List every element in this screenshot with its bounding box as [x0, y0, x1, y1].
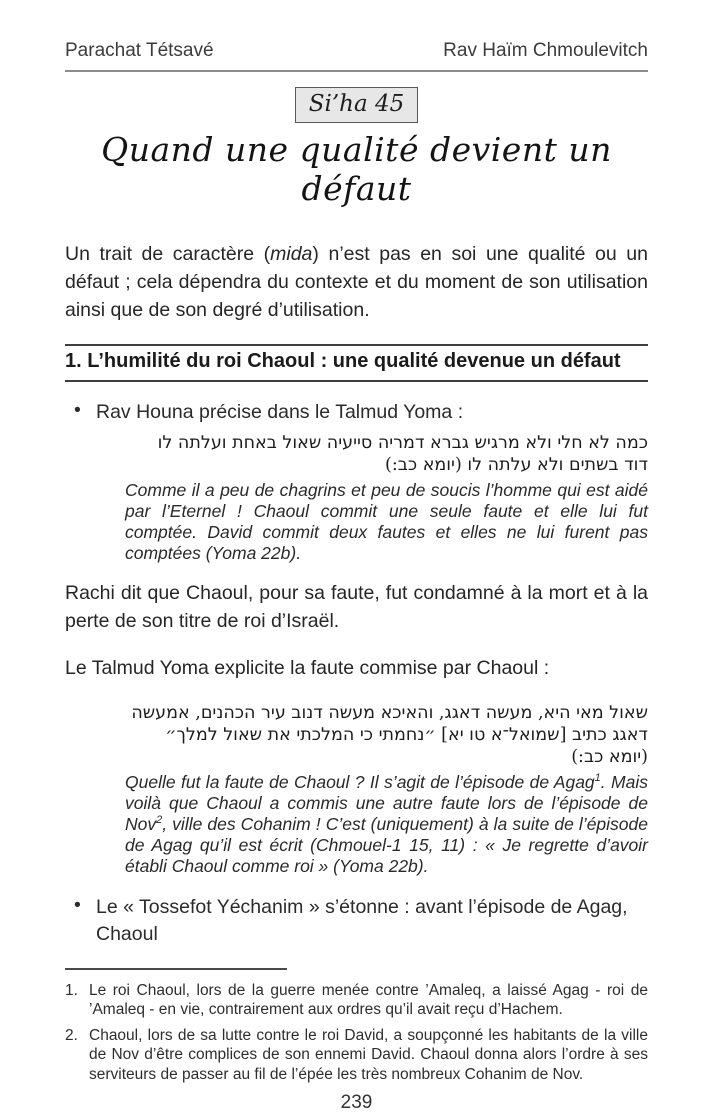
bullet-item-rav-houna: [65, 399, 648, 426]
intro-text-pre: Un trait de caractère (: [65, 243, 271, 265]
talmud-quote-2: [125, 702, 648, 877]
bullet-icon: •: [74, 398, 81, 421]
footnote-ref-1: 1: [594, 771, 601, 784]
running-header: [65, 40, 648, 72]
footnote-text: Chaoul, lors de sa lutte contre le roi David, a soupçonné les habitants de la ville de Nov d’être complices de son ennemi David. Chaoul donna alors l’ordre à ses serviteurs de passer au fil de l’épée les très nombreux Cohanim de Nov.: [89, 1026, 648, 1083]
bullet-text: Rav Houna précise dans le Talmud Yoma :: [96, 400, 464, 423]
page-number: 239: [340, 1092, 373, 1113]
quote-2-translation: [125, 772, 648, 877]
footnote-text: Le roi Chaoul, lors de la guerre menée contre ’Amaleq, a laissé Agag - roi de ’Amaleq - en vie, contrairement aux ordres qu’il avait reçu d’Hachem.: [89, 981, 648, 1018]
hebrew-line: דאגג כתיב [שמואל־א טו יא] ״נחמתי כי המלכתי את שאול למלך״: [165, 724, 648, 745]
quote-1-translation: Comme il a peu de chagrins et peu de soucis l’homme qui est aidé par l’Eternel ! Chaoul commit une seule faute et elle lui fut comptée. David commit deux fautes et elles ne lui furent pas comptées (Yoma 22b).: [125, 479, 648, 563]
footnote-2: [65, 1026, 648, 1085]
siha-number-badge: Si’ha 45: [295, 87, 419, 123]
paragraph-rachi: Rachi dit que Chaoul, pour sa faute, fut condamné à la mort et à la perte de son titre de roi d’Israël.: [65, 581, 648, 632]
intro-text-post: ) n’est pas en soi une qualité ou un défaut ; cela dépendra du contexte et du moment de son utilisation ainsi que de son degré d’utilisation.: [65, 243, 648, 321]
translation-segment: . Mais voilà que Chaoul a commis une autre faute lors de l’épisode de Nov: [125, 771, 648, 834]
header-parasha-title: Parachat Tétsavé: [65, 40, 214, 61]
paragraph-talmud-yoma: Le Talmud Yoma explicite la faute commise par Chaoul :: [65, 657, 550, 679]
footnote-separator: [65, 968, 287, 970]
footnote-1: [65, 981, 648, 1020]
section-1-heading: 1. L’humilité du roi Chaoul : une qualité devenue un défaut: [65, 344, 648, 382]
translation-segment: Quelle fut la faute de Chaoul ? Il s’agit de l’épisode de Agag: [125, 771, 595, 792]
hebrew-quote-2: [125, 702, 648, 768]
intro-paragraph: [65, 240, 648, 324]
hebrew-line: שאול מאי היא, מעשה דאגג, והאיכא מעשה דנוב עיר הכהנים, אמעשה: [131, 702, 648, 723]
hebrew-line: (יומא כב:): [571, 746, 648, 767]
hebrew-line: כמה לא חלי ולא מרגיש גברא דמריה סייעיה שאול באחת ועלתה לו: [157, 432, 648, 453]
page-title: Quand une qualité devient un défaut: [101, 130, 612, 208]
siha-badge-row: [65, 87, 648, 123]
footnote-number: 2.: [65, 1026, 78, 1044]
bullet-item-tossefot: [65, 894, 648, 948]
intro-term-mida: mida: [270, 243, 313, 265]
talmud-quote-1: [125, 432, 648, 564]
hebrew-quote-1: [125, 432, 648, 476]
hebrew-line: דוד בשתים ולא עלתה לו (יומא כב:): [385, 454, 648, 475]
footnote-number: 1.: [65, 981, 78, 999]
bullet-icon: •: [74, 893, 81, 916]
bullet-text: Le « Tossefot Yéchanim » s’étonne : avant l’épisode de Agag, Chaoul: [96, 895, 628, 945]
header-author-name: Rav Haïm Chmoulevitch: [443, 40, 648, 61]
footnote-ref-2: 2: [156, 813, 163, 826]
translation-segment: , ville des Cohanim ! C’est (uniquement) à la suite de l’épisode de Agag qu’il est écrit (Chmouel-1 15, 11) : « Je regrette d’avoir établi Chaoul comme roi » (Yoma 22b).: [125, 813, 648, 876]
footnote-area: [65, 968, 648, 1085]
